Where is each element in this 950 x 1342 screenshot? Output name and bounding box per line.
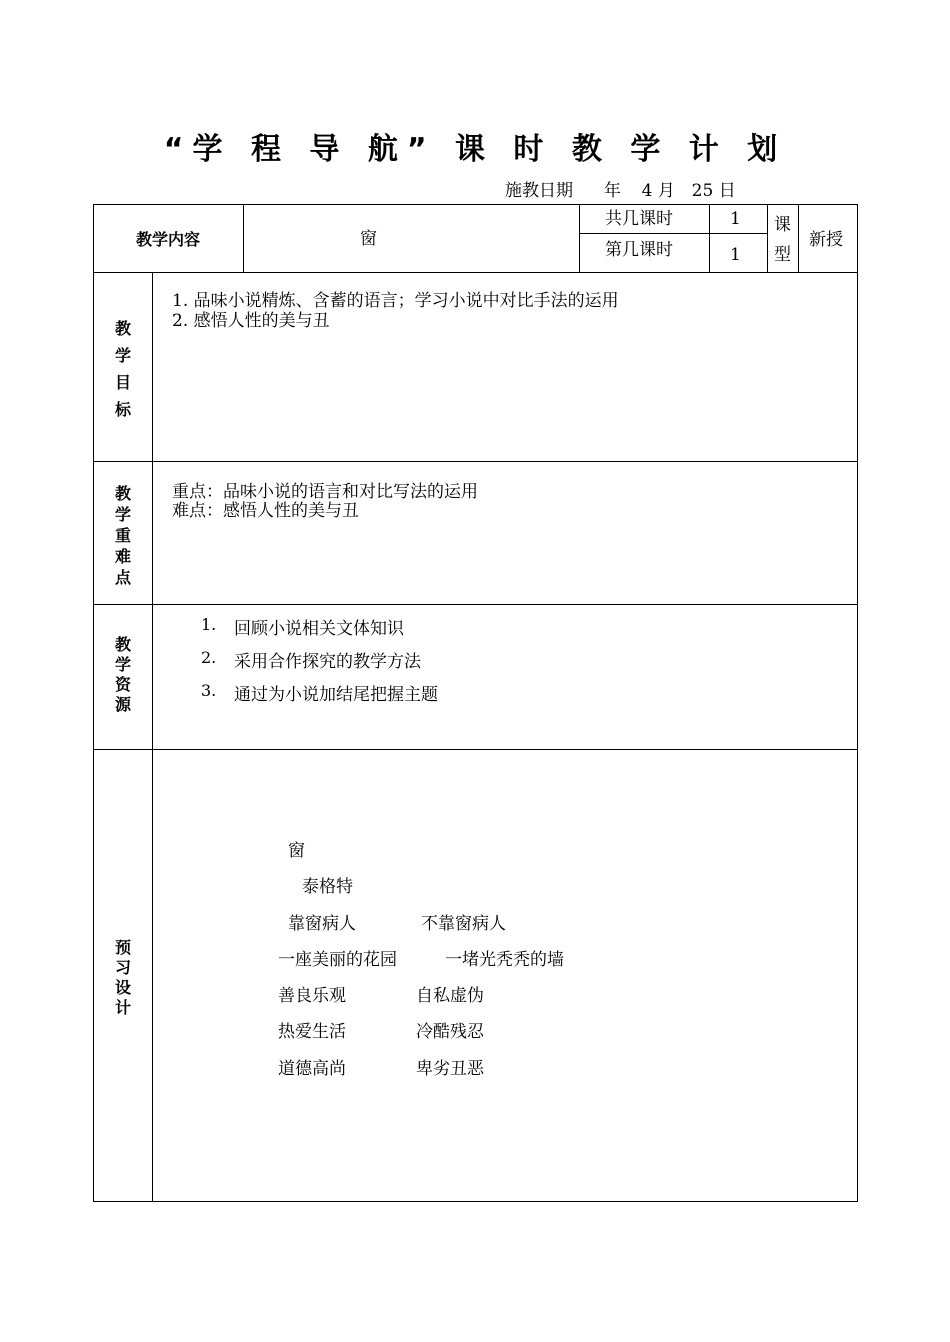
date-month: 4 月	[641, 181, 675, 201]
preview-right-item: 卑劣丑恶	[416, 1059, 484, 1079]
resource-number: 3.	[201, 681, 217, 700]
goal-line-2: 2. 感悟人性的美与丑	[172, 311, 330, 331]
resources-label: 教学资源	[114, 635, 131, 714]
preview-right-item: 自私虚伪	[416, 986, 484, 1006]
preview-right-item: 不靠窗病人	[421, 914, 506, 934]
preview-left-item: 道德高尚	[278, 1059, 346, 1079]
preview-right-item: 一堵光秃秃的墙	[445, 950, 564, 970]
difficulty-line: 难点：感悟人性的美与丑	[172, 501, 359, 521]
date-day: 25 日	[691, 181, 736, 201]
nth-lesson-value: 1	[730, 245, 741, 265]
key-points-label: 教学重难点	[114, 484, 131, 587]
date-year: 年	[603, 181, 621, 201]
total-lessons-label: 共几课时	[605, 209, 673, 229]
preview-label: 预习设计	[114, 938, 131, 1017]
preview-left-item: 善良乐观	[278, 986, 346, 1006]
preview-title: 窗	[288, 841, 305, 861]
col-divider	[767, 205, 768, 272]
content-label: 教学内容	[136, 230, 201, 249]
date-label: 施教日期	[505, 181, 573, 201]
col-divider	[579, 205, 580, 272]
content-value: 窗	[360, 229, 377, 249]
lesson-plan-table	[93, 204, 858, 1202]
row-divider	[94, 272, 857, 273]
preview-left-item: 热爱生活	[278, 1022, 346, 1042]
row-divider	[94, 461, 857, 462]
col-divider	[243, 205, 244, 272]
resource-number: 1.	[201, 615, 217, 634]
type-value: 新授	[809, 230, 843, 250]
row-divider	[579, 233, 767, 234]
preview-right-item: 冷酷残忍	[416, 1022, 484, 1042]
col-divider	[152, 272, 153, 1201]
total-lessons-value: 1	[730, 209, 741, 229]
resource-item: 回顾小说相关文体知识	[234, 619, 404, 639]
resource-number: 2.	[201, 648, 217, 667]
row-divider	[94, 604, 857, 605]
nth-lesson-label: 第几课时	[605, 240, 673, 260]
resource-item: 采用合作探究的教学方法	[234, 652, 421, 672]
resource-item: 通过为小说加结尾把握主题	[234, 685, 438, 705]
key-point-line: 重点：品味小说的语言和对比写法的运用	[172, 482, 478, 502]
goal-line-1: 1. 品味小说精炼、含蓄的语言；学习小说中对比手法的运用	[172, 291, 619, 311]
teaching-date	[505, 176, 736, 201]
preview-author: 泰格特	[302, 877, 353, 897]
row-divider	[94, 749, 857, 750]
goals-label: 教学目标	[114, 319, 131, 419]
col-divider	[798, 205, 799, 272]
type-label-top: 课	[774, 215, 791, 235]
preview-left-item: 靠窗病人	[288, 914, 356, 934]
type-label-bottom: 型	[774, 245, 791, 265]
col-divider	[709, 205, 710, 272]
preview-left-item: 一座美丽的花园	[278, 950, 397, 970]
page-title: “学 程 导 航” 课 时 教 学 计 划	[163, 132, 787, 167]
